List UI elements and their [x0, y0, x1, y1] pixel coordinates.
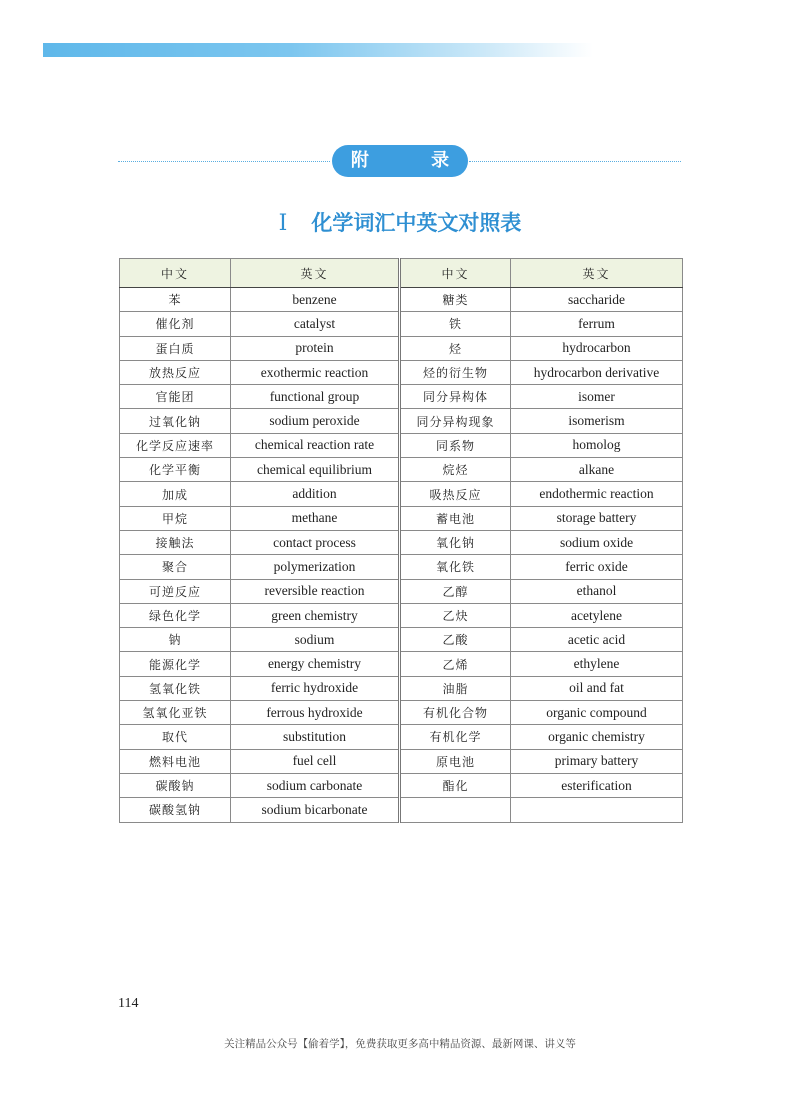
- chinese-term-right: 氧化钠: [400, 530, 511, 554]
- english-term-right: primary battery: [511, 749, 683, 773]
- chinese-term-left: 放热反应: [120, 360, 231, 384]
- english-term-right: acetylene: [511, 603, 683, 627]
- english-term-right: endothermic reaction: [511, 482, 683, 506]
- section-title: [118, 206, 682, 240]
- table-row: [120, 579, 683, 603]
- english-term-right: isomer: [511, 385, 683, 409]
- english-term-right: isomerism: [511, 409, 683, 433]
- chinese-term-right: 乙酸: [400, 628, 511, 652]
- table-row: [120, 336, 683, 360]
- english-term-right: ferric oxide: [511, 555, 683, 579]
- chinese-term-right: 铁: [400, 312, 511, 336]
- chinese-term-right: 原电池: [400, 749, 511, 773]
- english-term-right: oil and fat: [511, 676, 683, 700]
- section-numeral: I: [278, 211, 288, 236]
- chinese-term-right: 有机化学: [400, 725, 511, 749]
- dotted-rule-right: [469, 161, 681, 162]
- section-title-text: 化学词汇中英文对照表: [311, 211, 522, 235]
- table-row: [120, 409, 683, 433]
- english-term-left: sodium: [231, 628, 400, 652]
- english-term-right: alkane: [511, 458, 683, 482]
- chinese-term-left: 蛋白质: [120, 336, 231, 360]
- chinese-term-left: 氢氧化铁: [120, 676, 231, 700]
- english-term-left: chemical reaction rate: [231, 433, 400, 457]
- table-row: [120, 458, 683, 482]
- english-term-right: sodium oxide: [511, 530, 683, 554]
- table-row: [120, 433, 683, 457]
- english-term-left: methane: [231, 506, 400, 530]
- chinese-term-right: 蓄电池: [400, 506, 511, 530]
- chinese-term-left: 取代: [120, 725, 231, 749]
- chinese-term-left: 甲烷: [120, 506, 231, 530]
- page-number: 114: [118, 996, 139, 1011]
- chinese-term-left: 接触法: [120, 530, 231, 554]
- chinese-term-left: 碳酸钠: [120, 773, 231, 797]
- english-term-left: reversible reaction: [231, 579, 400, 603]
- chinese-term-right: 烷烃: [400, 458, 511, 482]
- chinese-term-left: 可逆反应: [120, 579, 231, 603]
- table-row: [120, 288, 683, 312]
- english-term-right: esterification: [511, 773, 683, 797]
- english-term-left: protein: [231, 336, 400, 360]
- chinese-term-left: 绿色化学: [120, 603, 231, 627]
- table-row: [120, 603, 683, 627]
- header-chinese-left: 中文: [120, 259, 231, 288]
- english-term-right: ferrum: [511, 312, 683, 336]
- chinese-term-right: 酯化: [400, 773, 511, 797]
- english-term-left: ferric hydroxide: [231, 676, 400, 700]
- table-row: [120, 773, 683, 797]
- table-row: [120, 482, 683, 506]
- english-term-left: fuel cell: [231, 749, 400, 773]
- appendix-heading-badge: [332, 145, 478, 177]
- table-row: [120, 676, 683, 700]
- table-row: [120, 555, 683, 579]
- table-row: [120, 749, 683, 773]
- english-term-right: ethylene: [511, 652, 683, 676]
- chinese-term-left: 碳酸氢钠: [120, 798, 231, 822]
- table-row: [120, 701, 683, 725]
- chinese-term-right: 糖类: [400, 288, 511, 312]
- english-term-right: hydrocarbon: [511, 336, 683, 360]
- table-header-row: [120, 259, 683, 288]
- english-term-left: energy chemistry: [231, 652, 400, 676]
- header-english-left: 英文: [231, 259, 400, 288]
- english-term-left: exothermic reaction: [231, 360, 400, 384]
- chinese-term-left: 化学平衡: [120, 458, 231, 482]
- english-term-right: saccharide: [511, 288, 683, 312]
- chinese-term-right: 同分异构现象: [400, 409, 511, 433]
- chinese-term-left: 氢氧化亚铁: [120, 701, 231, 725]
- chinese-term-left: 过氧化钠: [120, 409, 231, 433]
- english-term-left: sodium carbonate: [231, 773, 400, 797]
- chinese-term-right: 烃的衍生物: [400, 360, 511, 384]
- english-term-right: homolog: [511, 433, 683, 457]
- table-row: [120, 312, 683, 336]
- header-english-right: 英文: [511, 259, 683, 288]
- chinese-term-right: 乙醇: [400, 579, 511, 603]
- english-term-left: polymerization: [231, 555, 400, 579]
- chinese-term-right: 有机化合物: [400, 701, 511, 725]
- dotted-rule-left: [118, 161, 330, 162]
- english-term-left: sodium peroxide: [231, 409, 400, 433]
- english-term-left: contact process: [231, 530, 400, 554]
- english-term-left: sodium bicarbonate: [231, 798, 400, 822]
- english-term-right: organic compound: [511, 701, 683, 725]
- table-row: [120, 530, 683, 554]
- chinese-term-right: 氧化铁: [400, 555, 511, 579]
- table-row: [120, 725, 683, 749]
- chinese-term-left: 官能团: [120, 385, 231, 409]
- chinese-term-right: 吸热反应: [400, 482, 511, 506]
- chinese-term-right: 同系物: [400, 433, 511, 457]
- english-term-right: storage battery: [511, 506, 683, 530]
- english-term-left: ferrous hydroxide: [231, 701, 400, 725]
- top-decorative-bar: [43, 43, 593, 57]
- chinese-term-right: 油脂: [400, 676, 511, 700]
- table-row: [120, 798, 683, 822]
- english-term-left: chemical equilibrium: [231, 458, 400, 482]
- english-term-right: [511, 798, 683, 822]
- header-chinese-right: 中文: [400, 259, 511, 288]
- table-row: [120, 652, 683, 676]
- chinese-term-left: 钠: [120, 628, 231, 652]
- english-term-left: functional group: [231, 385, 400, 409]
- chinese-term-left: 燃料电池: [120, 749, 231, 773]
- chinese-term-left: 能源化学: [120, 652, 231, 676]
- vocabulary-table: [119, 258, 683, 823]
- appendix-heading-label: 附 录: [350, 150, 478, 171]
- english-term-right: hydrocarbon derivative: [511, 360, 683, 384]
- chinese-term-left: 化学反应速率: [120, 433, 231, 457]
- english-term-left: green chemistry: [231, 603, 400, 627]
- english-term-left: substitution: [231, 725, 400, 749]
- table-row: [120, 385, 683, 409]
- chinese-term-left: 加成: [120, 482, 231, 506]
- chinese-term-left: 苯: [120, 288, 231, 312]
- chinese-term-right: 同分异构体: [400, 385, 511, 409]
- english-term-right: organic chemistry: [511, 725, 683, 749]
- chinese-term-left: 催化剂: [120, 312, 231, 336]
- chinese-term-right: 乙烯: [400, 652, 511, 676]
- chinese-term-right: 乙炔: [400, 603, 511, 627]
- chinese-term-left: 聚合: [120, 555, 231, 579]
- chinese-term-right: [400, 798, 511, 822]
- english-term-left: benzene: [231, 288, 400, 312]
- english-term-right: ethanol: [511, 579, 683, 603]
- table-row: [120, 506, 683, 530]
- chinese-term-right: 烃: [400, 336, 511, 360]
- english-term-left: addition: [231, 482, 400, 506]
- english-term-left: catalyst: [231, 312, 400, 336]
- table-row: [120, 628, 683, 652]
- table-row: [120, 360, 683, 384]
- english-term-right: acetic acid: [511, 628, 683, 652]
- table-body: [120, 288, 683, 823]
- footer-note: 关注精品公众号【偷着学】，免费获取更多高中精品资源、最新网课、讲义等: [224, 1038, 576, 1050]
